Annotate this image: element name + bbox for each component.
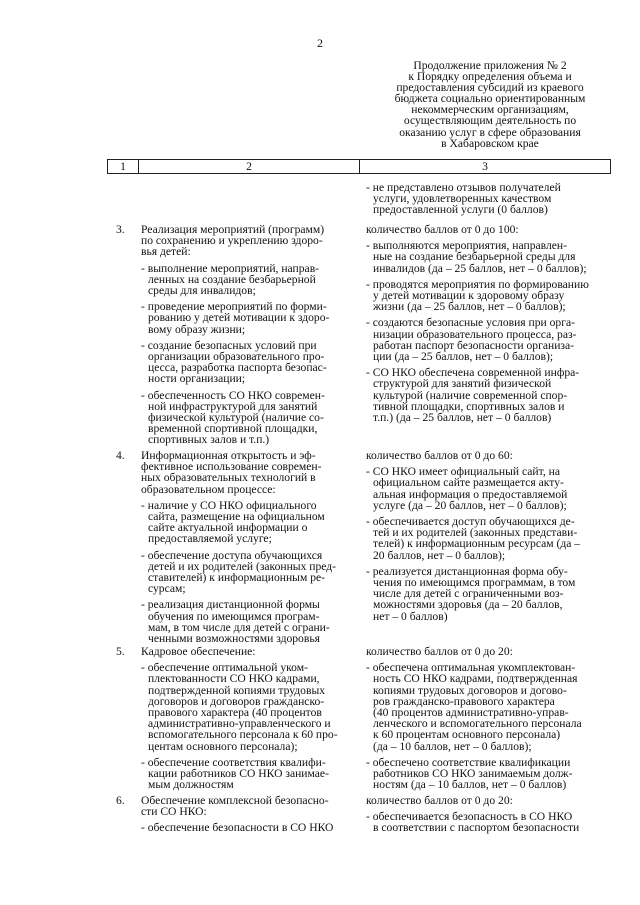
text-line: телей) к информационным ресурсам (да –: [373, 537, 581, 551]
text-line: количество баллов от 0 до 100:: [366, 223, 519, 236]
header-line: предоставления субсидий из краевого: [396, 81, 584, 95]
text-line: ности организации;: [148, 372, 246, 386]
text-line: работников СО НКО занимаемым долж-: [373, 767, 573, 781]
text-line: тивной площадки, спортивных залов и: [373, 399, 565, 413]
criterion-paragraph: [141, 390, 351, 446]
text-line: ность СО НКО кадрами, подтвержденная: [373, 672, 578, 686]
text-line: ленных на создание безбарьерной: [148, 272, 316, 286]
header-line: бюджета социально ориентированным: [394, 92, 586, 106]
text-line: сти СО НКО:: [141, 805, 207, 819]
text-line: нет – 0 баллов): [373, 609, 448, 623]
text-line: сайта, размещение на официальном: [148, 510, 325, 524]
text-line: работан паспорт безопасности организа-: [373, 338, 574, 352]
criterion-description: [141, 224, 351, 451]
text-line: договоров и договоров гражданско-: [148, 694, 325, 708]
text-line: фективное использование современ-: [141, 460, 322, 474]
text-line: числе для детей с ограниченными воз-: [373, 587, 564, 601]
text-line: можностями здоровья (да – 20 баллов,: [373, 598, 563, 612]
criterion-paragraph: [141, 757, 351, 791]
text-line: 20 баллов, нет – 0 баллов);: [373, 548, 506, 562]
text-line: чения по имеющимся программам, в том: [373, 576, 576, 590]
row-number: 3.: [116, 223, 125, 236]
scoring-paragraph: [366, 516, 611, 561]
scoring-paragraph: [366, 811, 611, 833]
column-number-2: 2: [139, 160, 360, 174]
criterion-description: [141, 646, 351, 795]
text-line: к 60 процентам основного персонала): [373, 728, 561, 742]
text-line: - обеспечивается доступ обучающихся де-: [366, 515, 575, 529]
text-line: - реализация дистанционной формы: [141, 598, 320, 612]
text-line: - обеспечение доступа обучающихся: [141, 548, 323, 562]
header-line: к Порядку определения объема и: [408, 70, 572, 84]
text-line: - обеспечение соответствия квалифи-: [141, 755, 326, 769]
text-line: - выполнение мероприятий, направ-: [141, 261, 320, 275]
text-line: вспомогательного персонала к 60 про-: [148, 728, 338, 742]
text-line: - выполняются мероприятия, направлен-: [366, 239, 567, 253]
text-line: - проведение мероприятий по форми-: [141, 300, 327, 314]
text-line: Информационная открытость и эф-: [141, 449, 316, 462]
criterion-paragraph: [141, 224, 351, 258]
text-line: - наличие у СО НКО официального: [141, 498, 317, 512]
scoring-paragraph: [366, 662, 611, 752]
criterion-paragraph: [141, 822, 351, 833]
criterion-paragraph: [141, 500, 351, 545]
text-line: - СО НКО имеет официальный сайт, на: [366, 465, 560, 479]
criterion-description: [141, 450, 351, 649]
header-line: некоммерческим организациям,: [411, 103, 569, 117]
text-line: количество баллов от 0 до 60:: [366, 449, 513, 462]
text-line: обучения по имеющимся програм-: [148, 609, 320, 623]
text-line: ров гражданско-правового характера: [373, 694, 555, 708]
scoring-paragraph: [366, 566, 611, 622]
text-line: центам основного персонала);: [148, 739, 298, 753]
scoring-description: [366, 646, 611, 795]
criterion-paragraph: [141, 450, 351, 495]
text-line: спортивных залов и т.п.): [148, 433, 270, 447]
criterion-description: [141, 795, 351, 839]
text-line: рованию у детей мотивации к здоро-: [148, 311, 330, 325]
scoring-paragraph: [366, 450, 611, 461]
scoring-paragraph: [366, 317, 611, 362]
criterion-paragraph: [141, 263, 351, 297]
row-number: 5.: [116, 645, 125, 658]
scoring-description: [366, 795, 611, 839]
text-line: инвалидов (да – 25 баллов, нет – 0 баллов);: [373, 261, 587, 275]
header-line: в Хабаровском крае: [441, 136, 539, 150]
text-line: предоставляемой услуге;: [148, 532, 272, 546]
text-line: ные на создание безбарьерной среды для: [373, 250, 576, 264]
text-line: сурсам;: [148, 582, 186, 596]
text-line: т.п.) (да – 25 баллов, нет – 0 баллов): [373, 411, 552, 425]
continuation-line: предоставленной услуги (0 баллов): [373, 203, 548, 217]
scoring-paragraph: [366, 279, 611, 313]
text-line: - обеспечение безопасности в СО НКО: [141, 821, 334, 835]
text-line: - обеспечение оптимальной уком-: [141, 661, 308, 675]
row-number: 6.: [116, 794, 125, 807]
scoring-paragraph: [366, 466, 611, 511]
text-line: подтвержденной копиями трудовых: [148, 683, 326, 697]
text-line: кации работников СО НКО занимае-: [148, 767, 329, 781]
text-line: (да – 10 баллов, нет – 0 баллов);: [373, 739, 532, 753]
text-line: структурой для занятий физической: [373, 377, 552, 391]
text-line: временной спортивной площадки,: [148, 422, 318, 436]
text-line: - обеспечено соответствие квалификации: [366, 755, 571, 769]
text-line: количество баллов от 0 до 20:: [366, 794, 513, 807]
text-line: жизни (да – 25 баллов, нет – 0 баллов);: [373, 300, 566, 314]
scoring-paragraph: [366, 757, 611, 791]
text-line: - проводятся мероприятия по формированию: [366, 277, 589, 291]
text-line: количество баллов от 0 до 20:: [366, 645, 513, 658]
criterion-paragraph: [141, 550, 351, 595]
text-line: ностям (да – 10 баллов, нет – 0 баллов): [373, 778, 567, 792]
text-line: по сохранению и укреплению здоро-: [141, 234, 323, 248]
text-line: низации образовательного процесса, раз-: [373, 327, 577, 341]
text-line: цесса, разработка паспорта безопас-: [148, 361, 327, 375]
scoring-paragraph: [366, 240, 611, 274]
scoring-description: [366, 224, 611, 428]
text-line: официальном сайте размещается акту-: [373, 476, 564, 490]
text-line: культурой (наличие современной спор-: [373, 388, 568, 402]
text-line: услуге (да – 20 баллов, нет – 0 баллов);: [373, 498, 567, 512]
text-line: ленческого и вспомогательного персонала: [373, 717, 582, 731]
text-line: физической культурой (наличие со-: [148, 411, 324, 425]
scoring-paragraph: [366, 367, 611, 423]
criterion-paragraph: [141, 301, 351, 335]
text-line: ной инфраструктурой для занятий: [148, 399, 318, 413]
text-line: правового характера (40 процентов: [148, 706, 322, 720]
text-line: - СО НКО обеспечена современной инфра-: [366, 366, 580, 380]
continuation-text: [366, 182, 611, 216]
row-number: 4.: [116, 449, 125, 462]
text-line: - обеспеченность СО НКО современ-: [141, 388, 325, 402]
text-line: у детей мотивации к здоровому образу: [373, 289, 565, 303]
text-line: - обеспечена оптимальная укомплектован-: [366, 661, 576, 675]
appendix-header: [370, 60, 610, 149]
text-line: ставителей) к информационным ре-: [148, 571, 326, 585]
column-number-1: 1: [108, 160, 139, 174]
text-line: - реализуется дистанционная форма обу-: [366, 564, 568, 578]
text-line: плектованности СО НКО кадрами,: [148, 672, 320, 686]
text-line: тей и их родителей (законных представи-: [373, 526, 578, 540]
text-line: мым должностям: [148, 778, 234, 792]
criterion-paragraph: [141, 599, 351, 644]
column-number-header: [107, 159, 611, 174]
text-line: ции (да – 25 баллов, нет – 0 баллов);: [373, 350, 554, 364]
text-line: среды для инвалидов;: [148, 284, 256, 298]
text-line: сайте актуальной информации о: [148, 521, 308, 535]
text-line: (40 процентов административно-управ-: [373, 706, 569, 720]
text-line: административно-управленческого и: [148, 717, 331, 731]
text-line: - создаются безопасные условия при орга-: [366, 316, 575, 330]
criterion-paragraph: [141, 662, 351, 752]
text-line: - создание безопасных условий при: [141, 338, 317, 352]
scoring-paragraph: [366, 646, 611, 657]
text-line: организации образовательного про-: [148, 350, 325, 364]
text-line: Обеспечение комплексной безопасно-: [141, 794, 329, 807]
text-line: альная информация о предоставляемой: [373, 487, 568, 501]
continuation-line: услуги, удовлетворенных качеством: [373, 192, 552, 206]
text-line: вья детей:: [141, 245, 191, 259]
text-line: ченными возможностями здоровья: [148, 632, 320, 646]
scoring-paragraph: [366, 795, 611, 806]
continuation-line: - не представлено отзывов получателей: [366, 181, 561, 194]
text-line: мам, в том числе для детей с ограни-: [148, 620, 330, 634]
header-line: осуществляющим деятельность по: [403, 114, 577, 128]
criterion-paragraph: [141, 340, 351, 385]
scoring-paragraph: [366, 224, 611, 235]
page-number: 2: [317, 36, 323, 50]
criterion-paragraph: [141, 646, 351, 657]
text-line: копиями трудовых договоров и догово-: [373, 683, 567, 697]
text-line: детей и их родителей (законных пред-: [148, 559, 337, 573]
header-line: оказанию услуг в сфере образования: [399, 125, 581, 139]
header-line: Продолжение приложения № 2: [413, 59, 567, 72]
text-line: Кадровое обеспечение:: [141, 645, 256, 658]
text-line: - обеспечивается безопасность в СО НКО: [366, 810, 573, 824]
scoring-description: [366, 450, 611, 627]
text-line: ных образовательных технологий в: [141, 471, 316, 485]
text-line: в соответствии с паспортом безопасности: [373, 821, 580, 835]
text-line: Реализация мероприятий (программ): [141, 223, 325, 236]
column-number-3: 3: [360, 160, 611, 174]
criterion-paragraph: [141, 795, 351, 817]
text-line: образовательном процессе:: [141, 482, 276, 496]
text-line: вому образу жизни;: [148, 322, 246, 336]
